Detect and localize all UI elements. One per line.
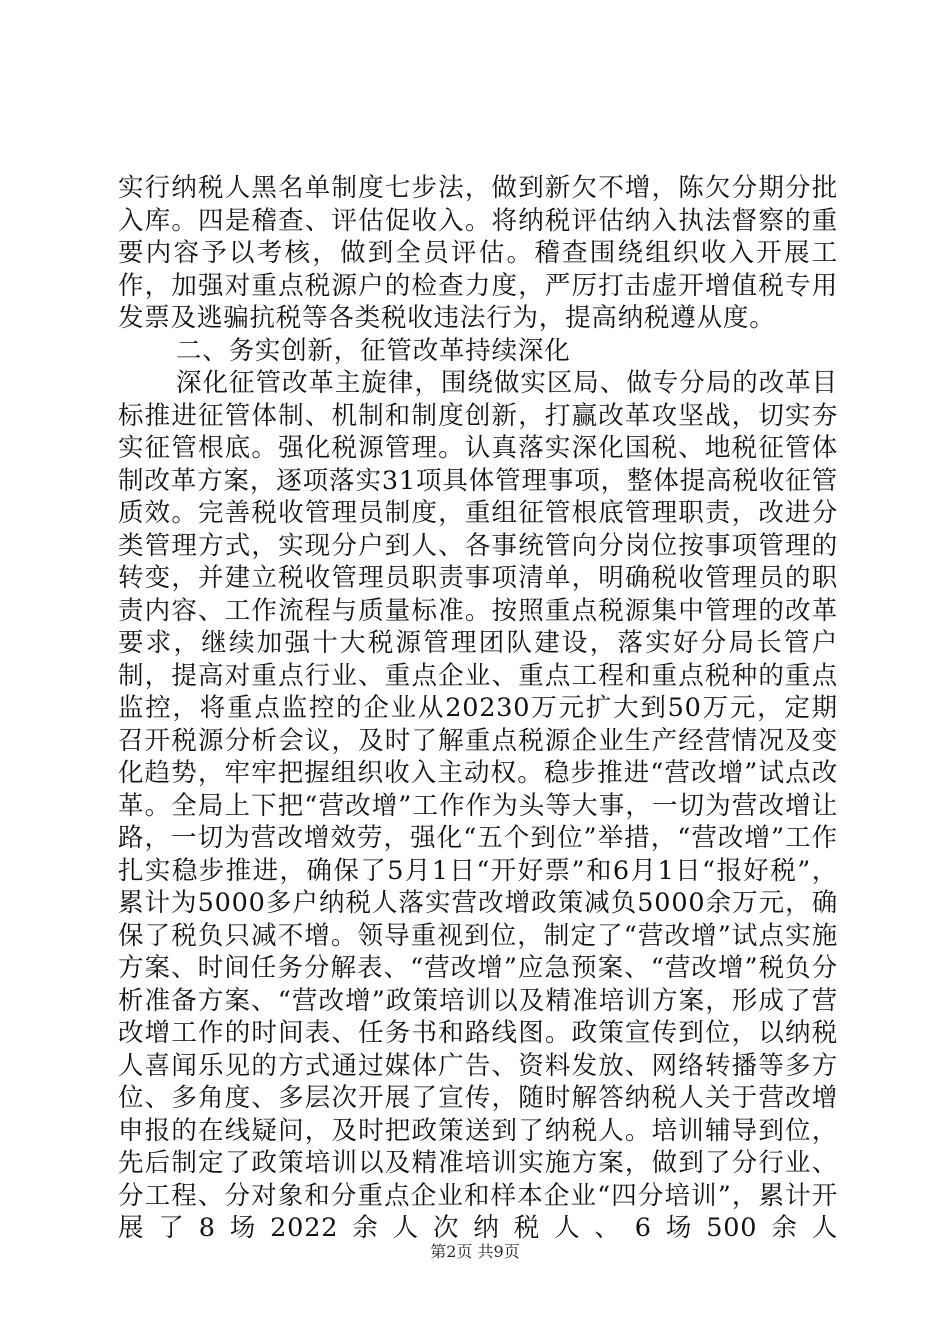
paragraph-tax-collection-measures: 实行纳税人黑名单制度七步法，做到新欠不增，陈欠分期分批入库。四是稽查、评估促收入。将纳税评估纳入执法督察的重要内容予以考核，做到全员评估。稽查围绕组织收入开展工作，加强对重点税源户的检查力度，严厉打击虚开增值税专用发票及逃骗抗税等各类税收违法行为，提高纳税遵从度。 (118, 173, 838, 333)
page-number-footer: 第2页 共9页 (430, 1242, 520, 1261)
document-body (118, 172, 838, 1245)
section-heading-reform: 二、务实创新，征管改革持续深化 (176, 335, 571, 366)
paragraph-reform-details: 深化征管改革主旋律，围绕做实区局、做专分局的改革目标推进征管体制、机制和制度创新，打赢改革攻坚战，切实夯实征管根底。强化税源管理。认真落实深化国税、地税征管体制改革方案，逐项落实31项具体管理事项，整体提高税收征管质效。完善税收管理员制度，重组征管根底管理职责，改进分类管理方式，实现分户到人、各事统管向分岗位按事项管理的转变，并建立税收管理员职责事项清单，明确税收管理员的职责内容、工作流程与质量标准。按照重点税源集中管理的改革要求，继续加强十大税源管理团队建设，落实好分局长管户制，提高对重点行业、重点企业、重点工程和重点税种的重点监控，将重点监控的企业从20230万元扩大到50万元，定期召开税源分析会议，及时了解重点税源企业生产经营情况及变化趋势，牢牢把握组织收入主动权。稳步推进“营改增”试点改革。全局上下把“营改增”工作作为头等大事，一切为营改增让路，一切为营改增效劳，强化“五个到位”举措，“营改增”工作扎实稳步推进，确保了5月1日“开好票”和6月1日“报好税”，累计为5000多户纳税人落实营改增政策减负5000余万元，确保了税负只减不增。领导重视到位，制定了“营改增”试点实施方案、时间任务分解表、“营改增”应急预案、“营改增”税负分析准备方案、“营改增”政策培训以及精准培训方案，形成了营改增工作的时间表、任务书和路线图。政策宣传到位，以纳税人喜闻乐见的方式通过媒体广告、资料发放、网络转播等多方位、多角度、多层次开展了宣传，随时解答纳税人关于营改增申报的在线疑问，及时把政策送到了纳税人。培训辅导到位，先后制定了政策培训以及精准培训实施方案，做到了分行业、分工程、分对象和分重点企业和样本企业“四分培训”，累计开展了8场2022余人次纳税人、6场500余人 (118, 368, 838, 1243)
